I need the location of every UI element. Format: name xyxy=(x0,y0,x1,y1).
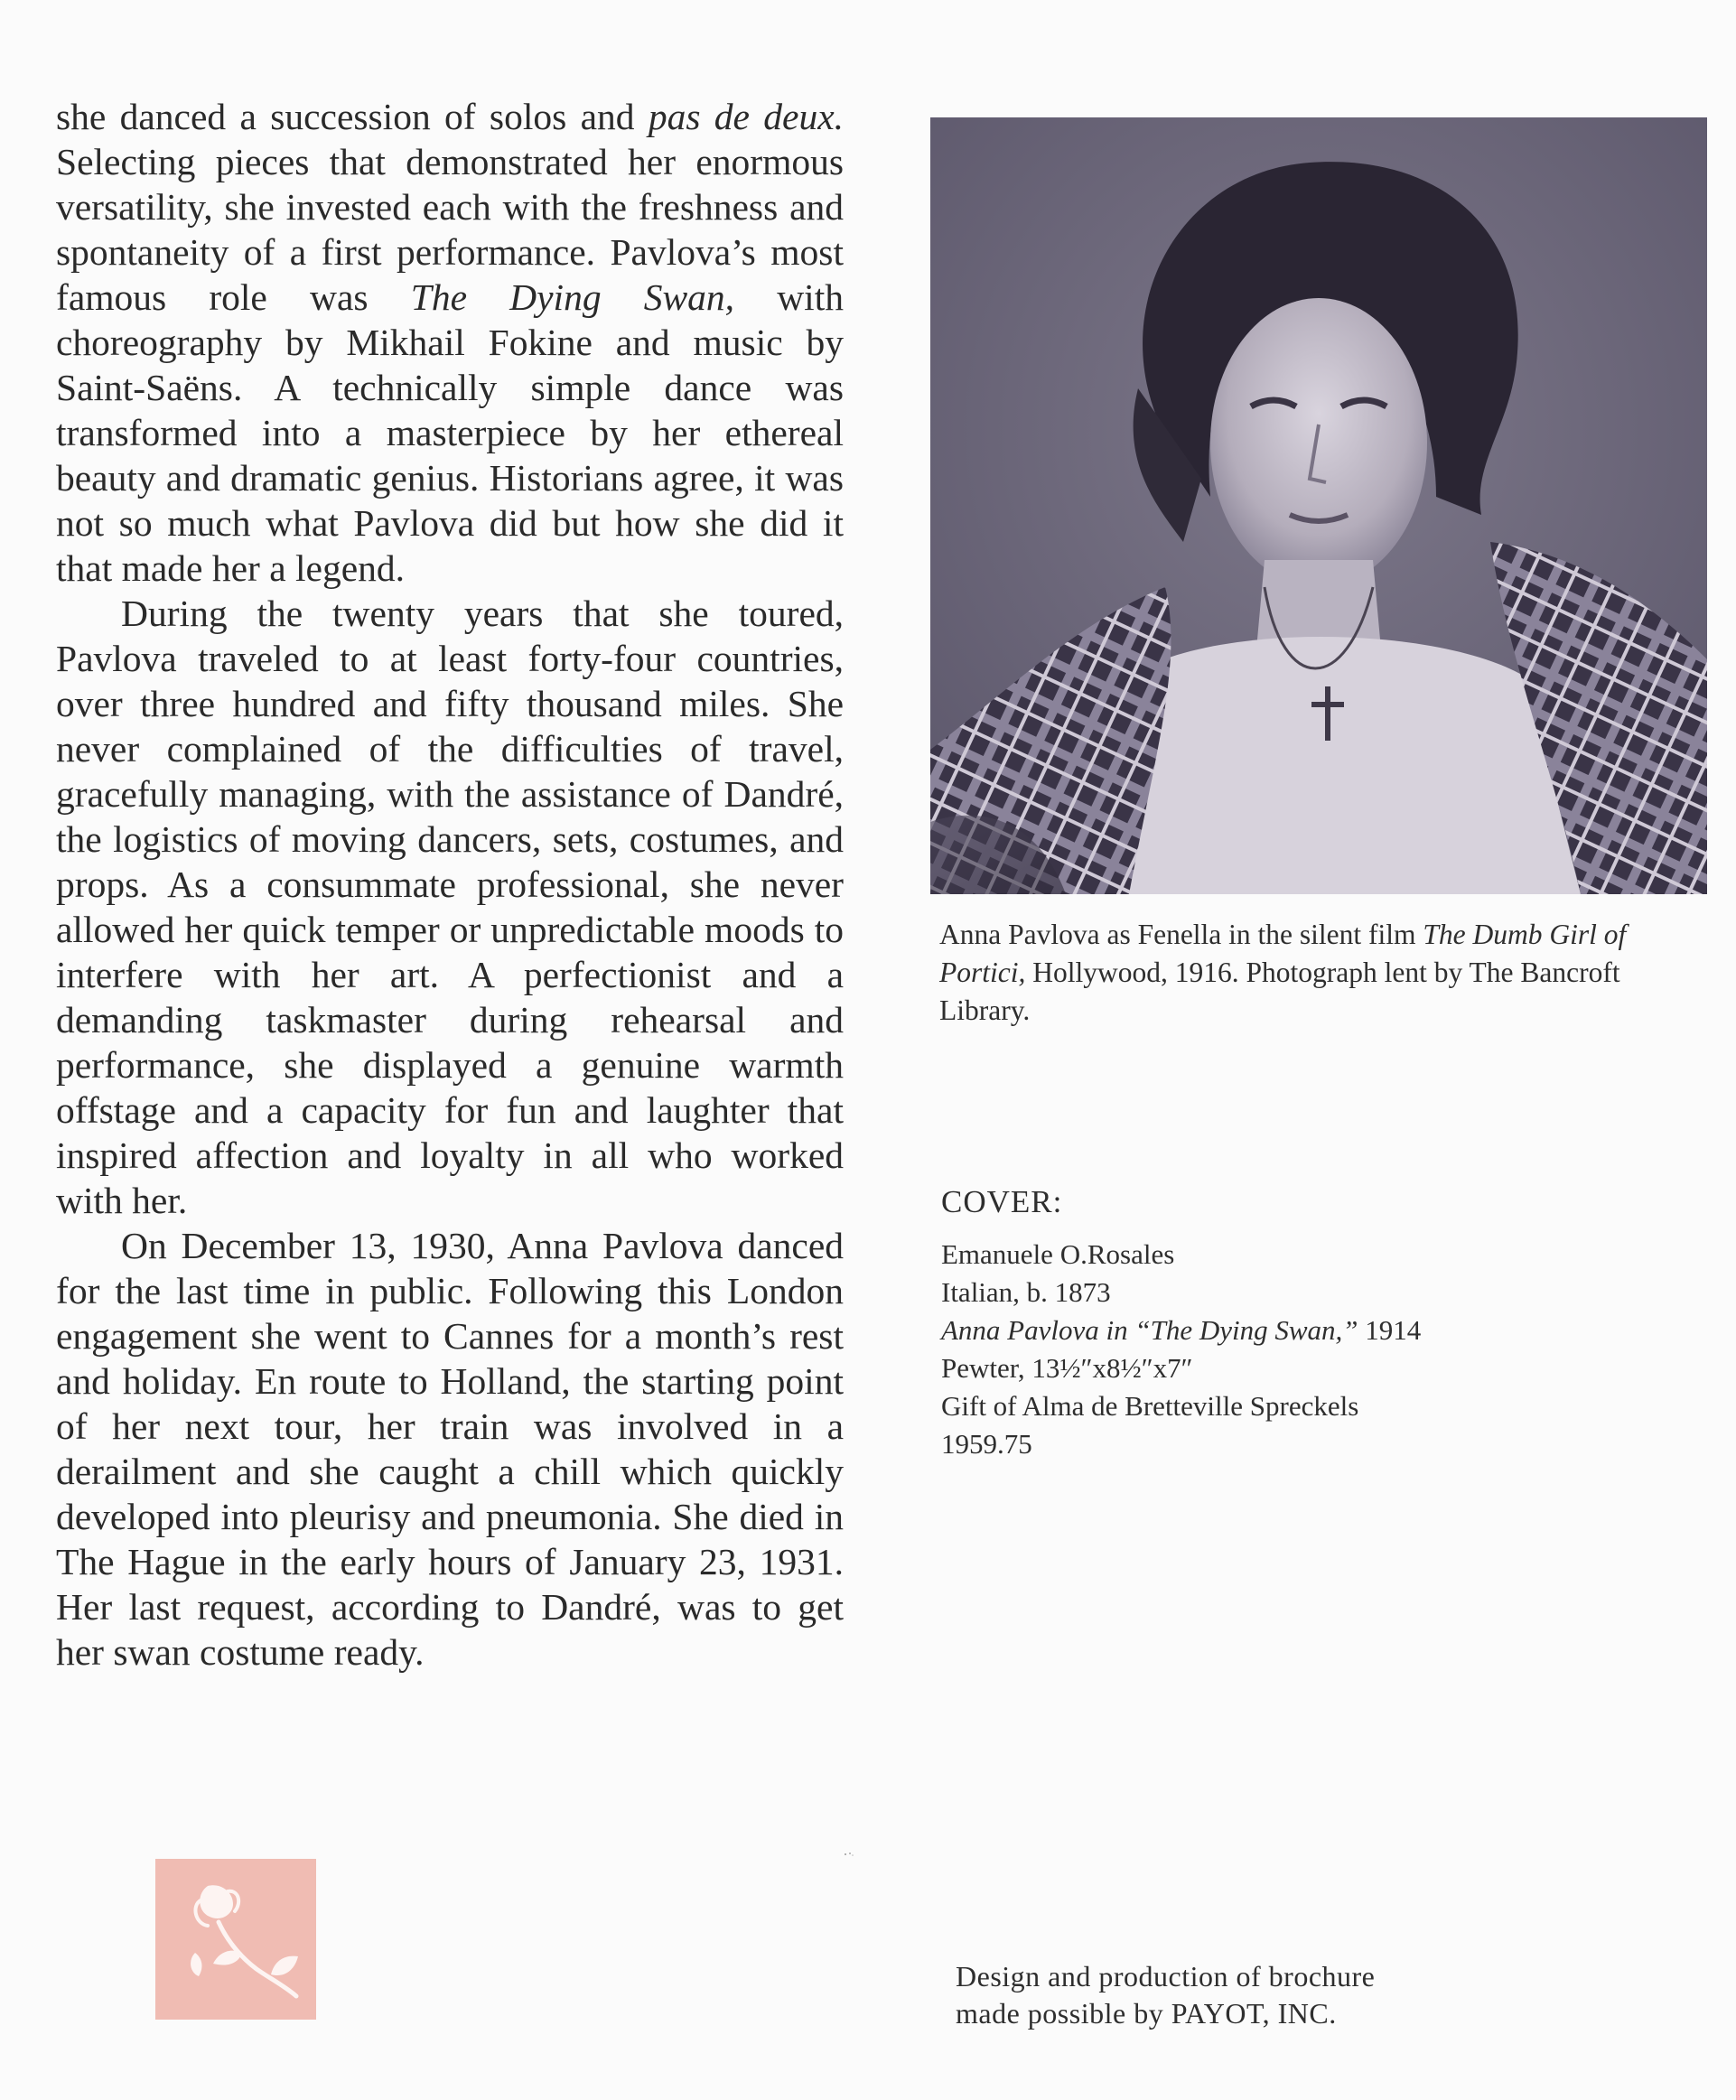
portrait-photograph xyxy=(930,117,1707,894)
cover-artist: Emanuele O.Rosales xyxy=(941,1238,1175,1270)
caption-film-title: The Dumb Girl of Portici, xyxy=(939,919,1627,988)
paragraph-text: On December 13, 1930, Anna Pavlova danced for the last time in public. Following this London engagement she went to Cannes for a month’s rest and holiday. En route to Holland, the starting point of her next tour, her train was involved in a derailment and she caught a chill which quickly developed into pleurisy and pneumonia. She died in The Hague in the early hours of January 23, 1931. Her last request, according to Dandré, was to get her swan costume ready. xyxy=(56,1225,844,1673)
caption-text: Anna Pavlova as Fenella in the silent film xyxy=(939,919,1423,950)
paragraph-text: During the twenty years that she toured, Pavlova traveled to at least forty-four countries, over three hundred and fifty thousand miles. She never complained of the difficulties of travel, gracefully managing, with the assistance of Dandré, the logistics of moving dancers, sets, costumes, and props. As a consummate professional, she never allowed her quick temper or unpredictable moods to interfere with her art. A perfectionist and a demanding taskmaster during rehearsal and performance, she displayed a genuine warmth offstage and a capacity for fun and laughter that inspired affection and loyalty in all who worked with her. xyxy=(56,593,844,1221)
italic-title: pas de deux. xyxy=(648,96,844,137)
paper-speck xyxy=(844,1852,854,1857)
cover-title-italic: Anna Pavlova in “The Dying Swan,” xyxy=(941,1314,1358,1346)
paragraph-text: Selecting pieces that demonstrated her enormous versatility, she invested each with the freshness and spontaneity of a first performance. Pavlova’s most famous role was xyxy=(56,141,844,318)
footer-credit xyxy=(956,1958,1642,2032)
rose-logo-graphic xyxy=(155,1859,316,2020)
cover-title xyxy=(941,1311,1682,1349)
body-paragraph xyxy=(56,591,844,1223)
photo-caption xyxy=(939,916,1707,1030)
rose-icon xyxy=(155,1859,316,2020)
cover-title-year: 1914 xyxy=(1358,1314,1422,1346)
cover-nationality: Italian, b. 1873 xyxy=(941,1276,1111,1308)
body-text-column xyxy=(56,94,844,1675)
cover-gift: Gift of Alma de Bretteville Spreckels xyxy=(941,1390,1359,1422)
caption-credit: Hollywood, 1916. Photograph lent by The Bancroft Library. xyxy=(939,957,1620,1026)
italic-title: The Dying Swan, xyxy=(410,276,735,318)
cover-accession: 1959.75 xyxy=(941,1428,1032,1460)
paragraph-text: with choreography by Mikhail Fokine and music by Saint-Saëns. A technically simple dance was transformed into a masterpiece by her ethereal beauty and dramatic genius. Historians agree, it was not so much what Pavlova did but how she did it that made her a legend. xyxy=(56,276,844,589)
cover-credit xyxy=(941,1183,1682,1463)
paragraph-text: she danced a succession of solos and xyxy=(56,96,649,137)
cover-heading: COVER: xyxy=(941,1184,1063,1219)
cover-medium: Pewter, 13½″x8½″x7″ xyxy=(941,1352,1193,1384)
body-paragraph xyxy=(56,1223,844,1675)
portrait-image xyxy=(930,117,1707,894)
body-paragraph xyxy=(56,94,844,591)
footer-line-2: made possible by PAYOT, INC. xyxy=(956,1997,1337,2030)
footer-line-1: Design and production of brochure xyxy=(956,1960,1376,1993)
